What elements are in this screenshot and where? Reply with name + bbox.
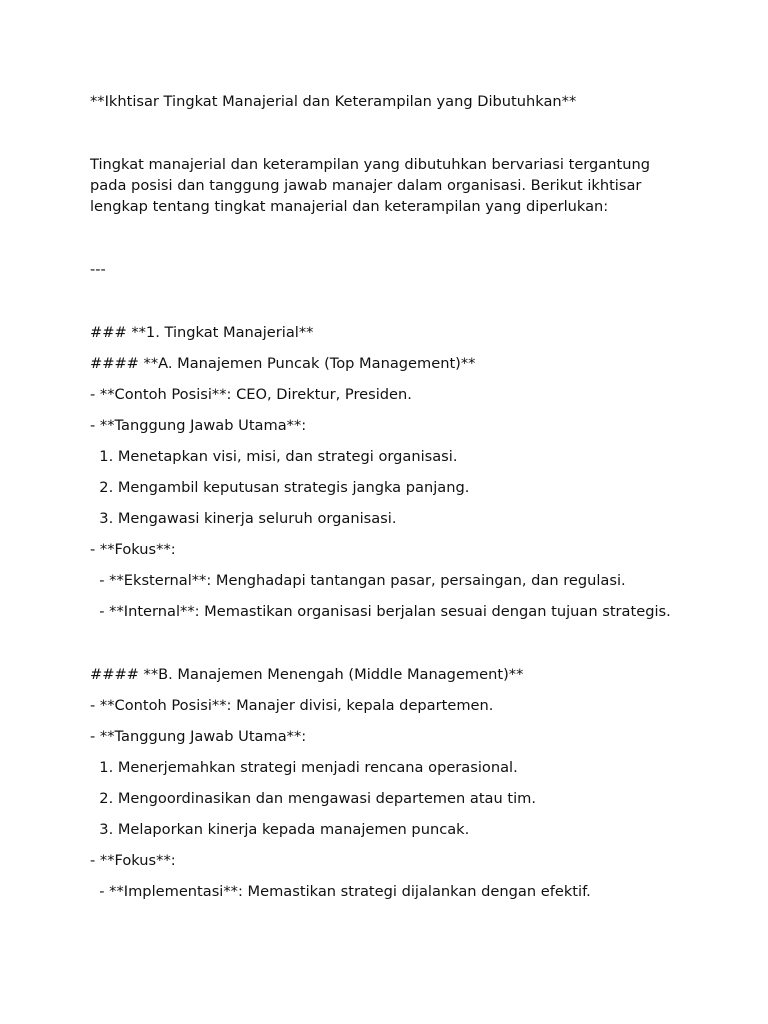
list-item: 1. Menetapkan visi, misi, dan strategi organisasi. bbox=[90, 448, 458, 465]
document-body bbox=[90, 91, 680, 912]
separator: --- bbox=[90, 261, 106, 278]
list-item: - **Contoh Posisi**: CEO, Direktur, Presiden. bbox=[90, 386, 412, 403]
list-item: 3. Melaporkan kinerja kepada manajemen puncak. bbox=[90, 821, 470, 838]
subsection-heading-a: #### **A. Manajemen Puncak (Top Management)** bbox=[90, 355, 476, 372]
list-item: 3. Mengawasi kinerja seluruh organisasi. bbox=[90, 510, 397, 527]
list-item: - **Fokus**: bbox=[90, 852, 176, 869]
subsection-heading-b: #### **B. Manajemen Menengah (Middle Management)** bbox=[90, 666, 524, 683]
intro-paragraph: Tingkat manajerial dan keterampilan yang dibutuhkan bervariasi tergantung pada posisi dan tanggung jawab manajer dalam organisasi. Berikut ikhtisar lengkap tentang tingkat manajerial dan keterampilan yang diperlukan: bbox=[90, 156, 655, 215]
list-item: - **Implementasi**: Memastikan strategi dijalankan dengan efektif. bbox=[90, 883, 591, 900]
list-item: 2. Mengoordinasikan dan mengawasi departemen atau tim. bbox=[90, 790, 537, 807]
list-item: - **Eksternal**: Menghadapi tantangan pasar, persaingan, dan regulasi. bbox=[90, 572, 626, 589]
list-item: - **Internal**: Memastikan organisasi berjalan sesuai dengan tujuan strategis. bbox=[90, 603, 671, 620]
list-item: - **Tanggung Jawab Utama**: bbox=[90, 417, 307, 434]
list-item: - **Fokus**: bbox=[90, 541, 176, 558]
list-item: 2. Mengambil keputusan strategis jangka panjang. bbox=[90, 479, 470, 496]
list-item: - **Contoh Posisi**: Manajer divisi, kepala departemen. bbox=[90, 697, 494, 714]
document-title: **Ikhtisar Tingkat Manajerial dan Keterampilan yang Dibutuhkan** bbox=[90, 93, 577, 110]
section-heading: ### **1. Tingkat Manajerial** bbox=[90, 324, 314, 341]
list-item: 1. Menerjemahkan strategi menjadi rencana operasional. bbox=[90, 759, 518, 776]
list-item: - **Tanggung Jawab Utama**: bbox=[90, 728, 307, 745]
